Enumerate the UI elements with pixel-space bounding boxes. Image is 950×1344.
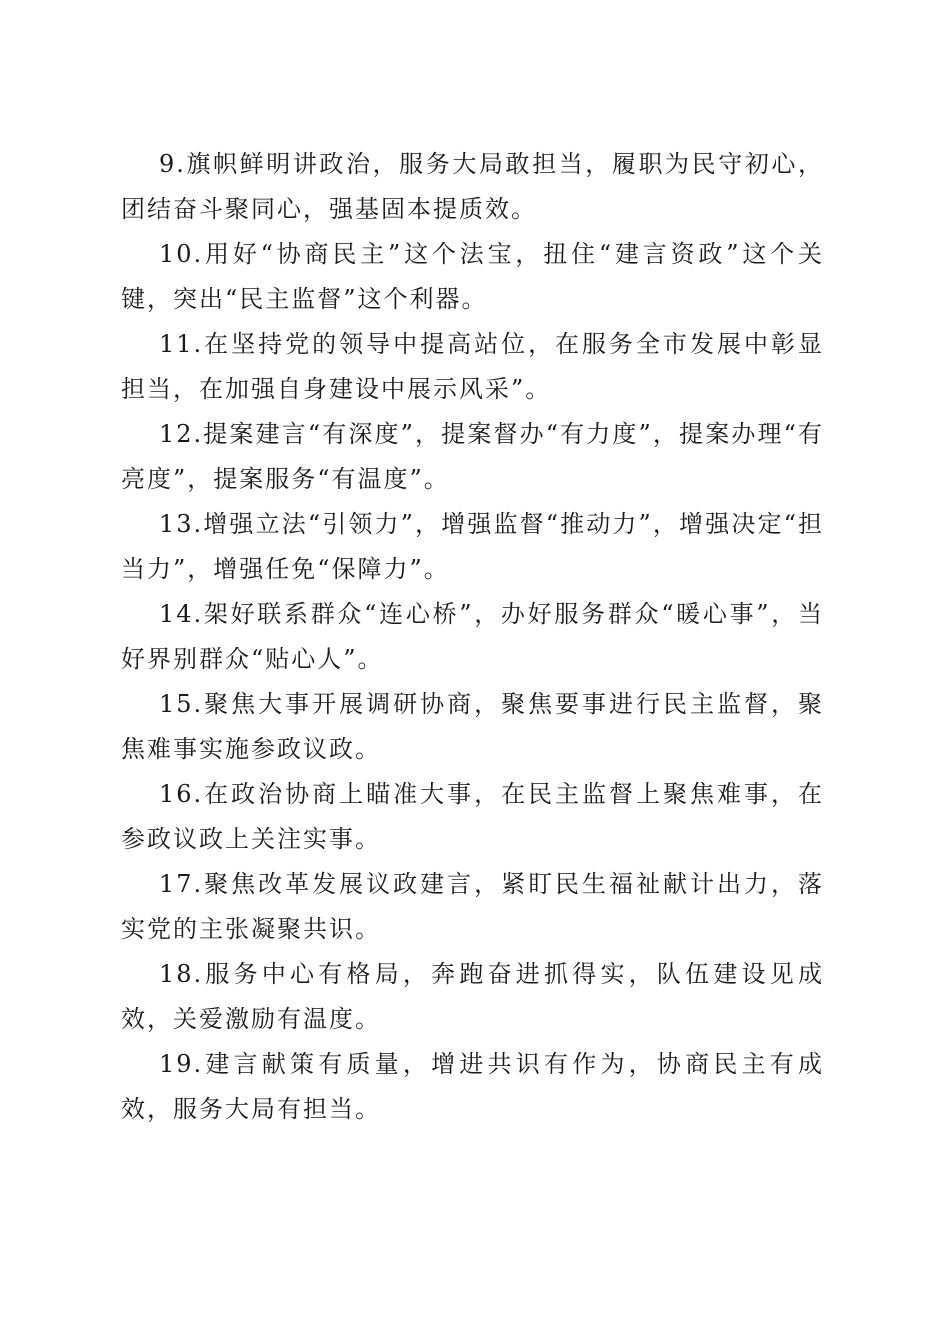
paragraph-9: 9.旗帜鲜明讲政治，服务大局敢担当，履职为民守初心，团结奋斗聚同心，强基固本提质效。 (121, 150, 824, 223)
paragraph-11: 11.在坚持党的领导中提高站位，在服务全市发展中彰显担当，在加强自身建设中展示风采”。 (121, 330, 824, 403)
document-body (121, 142, 824, 1132)
paragraph-15: 15.聚焦大事开展调研协商，聚焦要事进行民主监督，聚焦难事实施参政议政。 (121, 690, 824, 763)
paragraph-12: 12.提案建言“有深度”，提案督办“有力度”，提案办理“有亮度”，提案服务“有温度”。 (121, 420, 824, 493)
paragraph-13: 13.增强立法“引领力”，增强监督“推动力”，增强决定“担当力”，增强任免“保障力”。 (121, 510, 824, 583)
paragraph-19: 19.建言献策有质量，增进共识有作为，协商民主有成效，服务大局有担当。 (121, 1050, 824, 1123)
paragraph-17: 17.聚焦改革发展议政建言，紧盯民生福祉献计出力，落实党的主张凝聚共识。 (121, 870, 824, 943)
paragraph-18: 18.服务中心有格局，奔跑奋进抓得实，队伍建设见成效，关爱激励有温度。 (121, 960, 824, 1033)
paragraph-10: 10.用好“协商民主”这个法宝，扭住“建言资政”这个关键，突出“民主监督”这个利器。 (121, 240, 824, 313)
paragraph-14: 14.架好联系群众“连心桥”，办好服务群众“暖心事”，当好界别群众“贴心人”。 (121, 600, 824, 673)
paragraph-16: 16.在政治协商上瞄准大事，在民主监督上聚焦难事，在参政议政上关注实事。 (121, 780, 824, 853)
